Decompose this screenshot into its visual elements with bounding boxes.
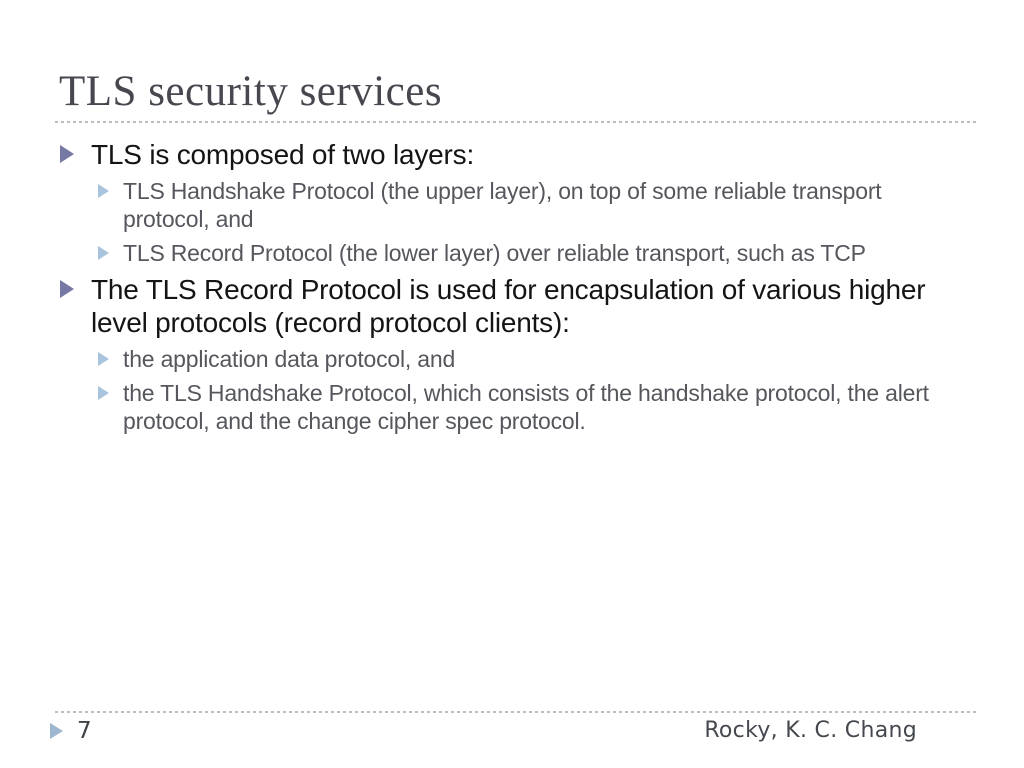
sub-bullet-text: TLS Record Protocol (the lower layer) over reliable transport, such as TCP: [123, 240, 866, 266]
sub-bullet-item: [96, 177, 985, 233]
page-number: 7: [77, 718, 92, 744]
title-divider: [55, 121, 976, 123]
sub-bullet-triangle-icon: [98, 184, 109, 198]
bullet-triangle-icon: [60, 145, 74, 163]
sub-bullet-text: TLS Handshake Protocol (the upper layer), on top of some reliable transport protocol, and: [123, 178, 882, 232]
bullet-item: [55, 138, 985, 171]
slide-footer: [0, 716, 1024, 752]
bullet-text: TLS is composed of two layers:: [91, 139, 475, 170]
sub-bullet-triangle-icon: [98, 386, 109, 400]
sub-bullet-item: [96, 239, 985, 267]
bullet-triangle-icon: [60, 280, 74, 298]
footer-chevron-icon: [50, 723, 63, 739]
footer-divider: [55, 711, 976, 713]
sub-bullet-item: [96, 345, 985, 373]
sub-bullet-item: [96, 379, 985, 435]
sub-bullet-text: the application data protocol, and: [123, 346, 456, 372]
bullet-text: The TLS Record Protocol is used for encapsulation of various higher level protocols (record protocol clients):: [91, 274, 926, 338]
sub-bullet-triangle-icon: [98, 246, 109, 260]
slide-title: TLS security services: [59, 68, 443, 115]
bullet-item: [55, 273, 985, 339]
footer-author: Rocky, K. C. Chang: [704, 718, 917, 743]
sub-bullet-text: the TLS Handshake Protocol, which consists of the handshake protocol, the alert protocol, and the change cipher spec protocol.: [123, 380, 929, 434]
sub-bullet-triangle-icon: [98, 352, 109, 366]
slide-body: [55, 138, 985, 441]
